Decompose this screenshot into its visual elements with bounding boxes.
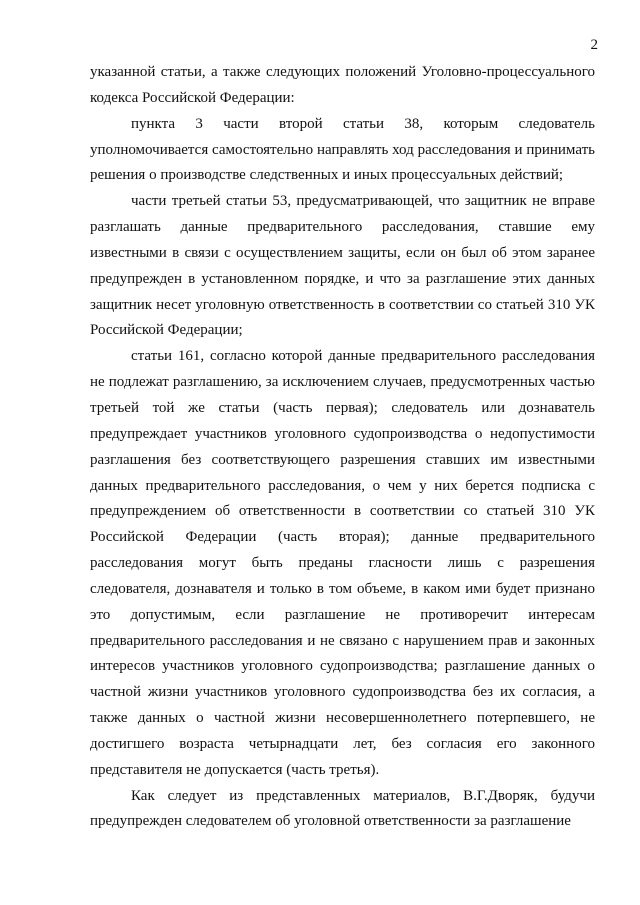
paragraph-intro: указанной статьи, а также следующих положений Уголовно-процессуального кодекса Российской Федерации:	[90, 64, 595, 106]
paragraph-materials: Как следует из представленных материалов, В.Г.Дворяк, будучи предупрежден следователем об уголовной ответственности за разглашение	[90, 787, 595, 830]
paragraph-article-38: пункта 3 части второй статьи 38, которым следователь уполномочивается самостоятельно направлять ход расследования и принимать решения о производстве следственных и иных процессуальных действий;	[90, 115, 595, 184]
paragraph-article-53: части третьей статьи 53, предусматривающей, что защитник не вправе разглашать данные предварительного расследования, ставшие ему известными в связи с осуществлением защиты, если он был об этом заранее предупрежден в установленном порядке, и что за разглашение этих данных защитник несет уголовную ответственность в соответствии со статьей 310 УК Российской Федерации;	[90, 193, 595, 339]
document-body	[90, 60, 595, 835]
paragraph-article-161: статьи 161, согласно которой данные предварительного расследования не подлежат разглашению, за исключением случаев, предусмотренных частью третьей той же статьи (часть первая); следователь или дознаватель предупреждает участников уголовного судопроизводства о недопустимости разглашения без соответствующего разрешения ставших им известными данных предварительного расследования, о чем у них берется подписка с предупреждением об ответственности в соответствии со статьей 310 УК Российской Федерации (часть вторая); данные предварительного расследования могут быть преданы гласности лишь с разрешения следователя, дознавателя и только в том объеме, в каком ими будет признано это допустимым, если разглашение не противоречит интересам предварительного расследования и не связано с нарушением прав и законных интересов участников уголовного судопроизводства; разглашение данных о частной жизни участников уголовного судопроизводства без их согласия, а также данных о частной жизни несовершеннолетнего потерпевшего, не достигшего возраста четырнадцати лет, без согласия его законного представителя не допускается (часть третья).	[90, 348, 595, 778]
page-number: 2	[590, 37, 598, 53]
